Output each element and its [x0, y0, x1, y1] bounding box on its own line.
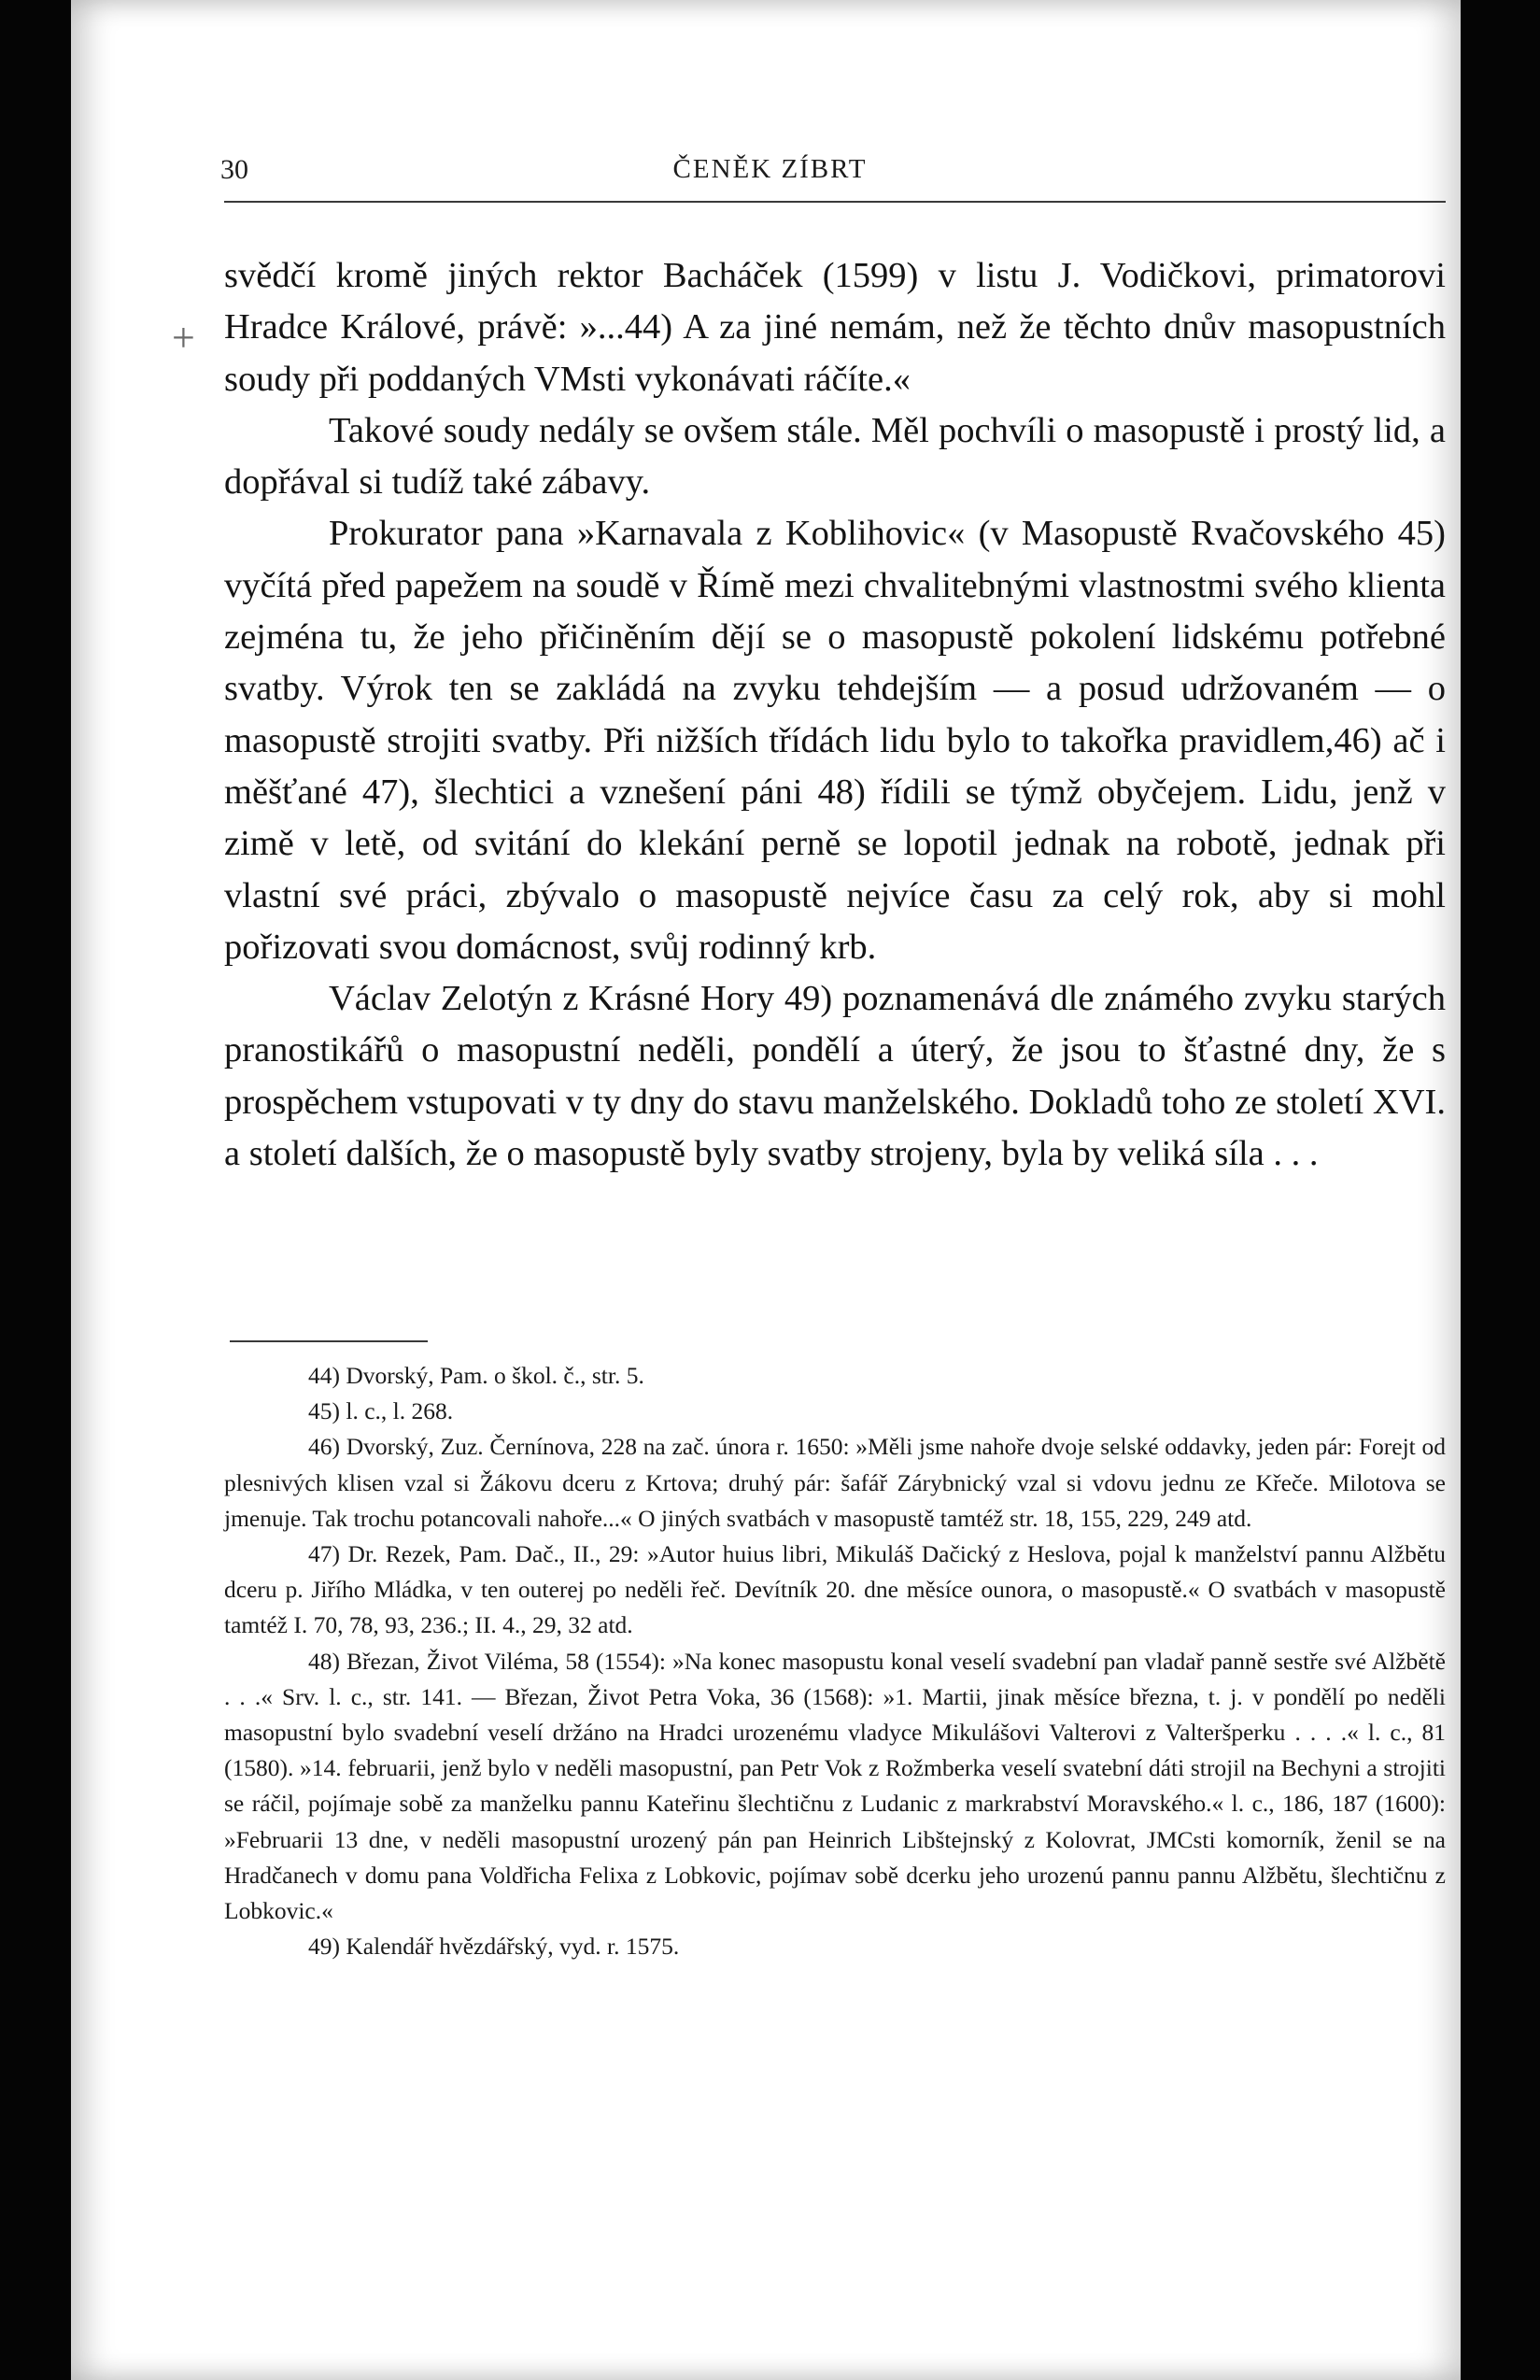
footnotes	[224, 1358, 1446, 1964]
paragraph: Václav Zelotýn z Krásné Hory 49) poznamenává dle známého zvyku starých pranostikářů o masopustní neděli, pondělí a úterý, že jsou to šťastné dny, že s prospěchem vstupovati v ty dny do stavu manželského. Dokladů toho ze století XVI. a století dalších, že o masopustě byly svatby strojeny, byla by veliká síla . . .	[224, 979, 1446, 1174]
header-rule	[224, 201, 1446, 203]
paragraph: Takové soudy nedály se ovšem stále. Měl pochvíli o masopustě i prostý lid, a dopřával si tudíž také zábavy.	[224, 410, 1446, 503]
footnote: 48) Březan, Život Viléma, 58 (1554): »Na konec masopustu konal veselí svadební pan vladař panně sestře své Alžbětě . . .« Srv. l. c., str. 141. — Březan, Život Petra Voka, 36 (1568): »1. Martii, jinak měsíce března, t. j. v pondělí po neděli masopustní bylo svadební veselí držáno na Hradci urozenému vladyce Mikulášovi Valterovi z Valteršperku . . . .« l. c., 81 (1580). »14. februarii, jenž bylo v neděli masopustní, pan Petr Vok z Rožmberka veselí svatební dáti strojil na Bechyni a strojiti se ráčil, pojímaje sobě za manželku pannu Kateřinu šlechtičnu z Ludanic z markrabství Moravského.« l. c., 186, 187 (1600): »Februarii 13 dne, v neděli masopustní urozený pán pan Heinrich Libštejnský z Kolovrat, JMCsti komorník, ženil se na Hradčanech v domu pana Voldřicha Felixa z Lobkovic, pojímav sobě dcerku jeho urozenú pannu pannu Alžbětu, šlechtičnu z Lobkovic.«	[224, 1647, 1446, 1925]
body-text	[224, 250, 1446, 1180]
running-title: ČENĚK ZÍBRT	[672, 154, 868, 184]
footnote: 44) Dvorský, Pam. o škol. č., str. 5.	[308, 1362, 644, 1389]
footnote-rule	[230, 1340, 428, 1342]
page-number: 30	[220, 154, 248, 185]
paragraph: svědčí kromě jiných rektor Bacháček (1599) v listu J. Vodičkovi, primatorovi Hradce Králové, právě: »...44) A za jiné nemám, než že těchto dnův masopustních soudy při poddaných VMsti vykonávati ráčíte.«	[224, 256, 1446, 399]
margin-cross-mark: +	[172, 315, 195, 361]
footnote: 46) Dvorský, Zuz. Černínova, 228 na zač. února r. 1650: »Měli jsme nahoře dvoje selské oddavky, jeden pár: Forejt od plesnivých klisen vzal si Žákovu dceru z Krtova; druhý pár: šafář Zárybnický vzal si vdovu jednu ze Křeče. Milotova se jmenuje. Tak trochu potancovali nahoře...« O jiných svatbách v masopustě tamtéž str. 18, 155, 229, 249 atd.	[224, 1433, 1446, 1532]
paragraph: Prokurator pana »Karnavala z Koblihovic« (v Masopustě Rvačovského 45) vyčítá před papežem na soudě v Římě mezi chvalitebnými vlastnostmi svého klienta zejména tu, že jeho přičiněním dějí se o masopustě pokolení lidskému potřebné svatby. Výrok ten se zakládá na zvyku tehdejším — a posud udržovaném — o masopustě strojiti svatby. Při nižších třídách lidu bylo to takořka pravidlem,46) ač i měšťané 47), šlechtici a vznešení páni 48) řídili se týmž obyčejem. Lidu, jenž v zimě v letě, od svitání do klekání perně se lopotil jednak na robotě, jednak při vlastní své práci, zbývalo o masopustě nejvíce času za celý rok, aby si mohl pořizovati svou domácnost, svůj rodinný krb.	[224, 514, 1446, 967]
footnote: 49) Kalendář hvězdářský, vyd. r. 1575.	[308, 1933, 680, 1961]
footnote: 47) Dr. Rezek, Pam. Dač., II., 29: »Autor huius libri, Mikuláš Dačický z Heslova, pojal k manželství pannu Alžbětu dceru p. Jiřího Mládka, v ten outerej po neděli řeč. Devítník 20. dne měsíce ounora, o masopustě.« O svatbách v masopustě tamtéž I. 70, 78, 93, 236.; II. 4., 29, 32 atd.	[224, 1540, 1446, 1639]
footnote: 45) l. c., l. 268.	[308, 1397, 454, 1425]
